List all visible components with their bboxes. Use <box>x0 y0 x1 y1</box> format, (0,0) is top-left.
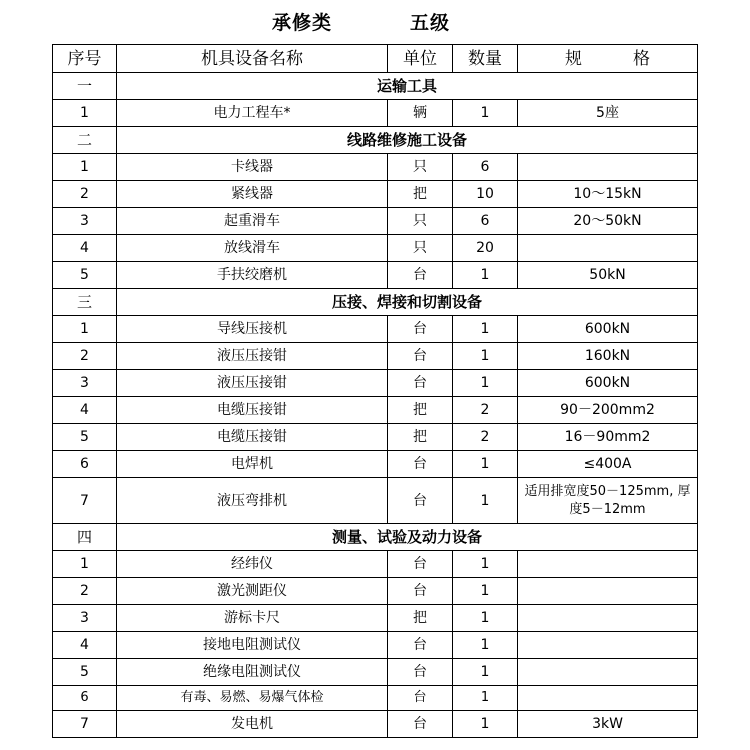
equipment-name: 游标卡尺 <box>117 605 388 632</box>
unit-cell: 把 <box>388 424 453 451</box>
unit-cell: 把 <box>388 397 453 424</box>
table-row <box>53 424 698 451</box>
quantity-cell: 1 <box>453 370 518 397</box>
row-number: 1 <box>53 100 117 127</box>
row-number: 1 <box>53 551 117 578</box>
equipment-name: 手扶绞磨机 <box>117 262 388 289</box>
table-row <box>53 686 698 711</box>
quantity-cell: 1 <box>453 262 518 289</box>
spec-cell <box>518 578 698 605</box>
unit-cell: 台 <box>388 578 453 605</box>
spec-cell <box>518 686 698 711</box>
unit-cell: 台 <box>388 478 453 524</box>
table-row <box>53 343 698 370</box>
equipment-name: 卡线器 <box>117 154 388 181</box>
equipment-name: 发电机 <box>117 711 388 738</box>
equipment-name: 紧线器 <box>117 181 388 208</box>
table-row <box>53 154 698 181</box>
spec-cell: 600kN <box>518 316 698 343</box>
quantity-cell: 1 <box>453 551 518 578</box>
equipment-name: 接地电阻测试仪 <box>117 632 388 659</box>
section-title: 线路维修施工设备 <box>117 127 698 154</box>
quantity-cell: 1 <box>453 100 518 127</box>
row-number: 2 <box>53 343 117 370</box>
table-row <box>53 235 698 262</box>
spec-cell <box>518 235 698 262</box>
table-row <box>53 397 698 424</box>
table-row <box>53 451 698 478</box>
equipment-name: 经纬仪 <box>117 551 388 578</box>
table-row <box>53 208 698 235</box>
spec-cell: 600kN <box>518 370 698 397</box>
quantity-cell: 1 <box>453 659 518 686</box>
equipment-name: 放线滑车 <box>117 235 388 262</box>
spec-cell <box>518 659 698 686</box>
quantity-cell: 1 <box>453 686 518 711</box>
unit-cell: 辆 <box>388 100 453 127</box>
section-title: 测量、试验及动力设备 <box>117 524 698 551</box>
quantity-cell: 1 <box>453 711 518 738</box>
quantity-cell: 1 <box>453 632 518 659</box>
row-number: 3 <box>53 208 117 235</box>
unit-cell: 台 <box>388 262 453 289</box>
equipment-name: 导线压接机 <box>117 316 388 343</box>
unit-cell: 只 <box>388 208 453 235</box>
section-row <box>53 127 698 154</box>
row-number: 5 <box>53 659 117 686</box>
equipment-name: 电缆压接钳 <box>117 397 388 424</box>
spec-cell <box>518 632 698 659</box>
header-name: 机具设备名称 <box>117 45 388 73</box>
quantity-cell: 10 <box>453 181 518 208</box>
row-number: 1 <box>53 154 117 181</box>
title-level: 五级 <box>410 12 451 34</box>
table-row <box>53 578 698 605</box>
equipment-name: 起重滑车 <box>117 208 388 235</box>
spec-cell: 10～15kN <box>518 181 698 208</box>
unit-cell: 台 <box>388 451 453 478</box>
quantity-cell: 2 <box>453 397 518 424</box>
unit-cell: 台 <box>388 659 453 686</box>
equipment-name: 有毒、易燃、易爆气体检 <box>117 686 388 711</box>
unit-cell: 台 <box>388 551 453 578</box>
unit-cell: 台 <box>388 370 453 397</box>
unit-cell: 台 <box>388 632 453 659</box>
spec-cell <box>518 154 698 181</box>
section-title: 运输工具 <box>117 73 698 100</box>
spec-cell: 3kW <box>518 711 698 738</box>
section-row <box>53 289 698 316</box>
table-row <box>53 262 698 289</box>
document-title <box>0 8 750 40</box>
quantity-cell: 1 <box>453 478 518 524</box>
equipment-table <box>52 44 698 738</box>
row-number: 2 <box>53 578 117 605</box>
table-row <box>53 316 698 343</box>
table-row <box>53 659 698 686</box>
row-number: 6 <box>53 686 117 711</box>
row-number: 4 <box>53 397 117 424</box>
row-number: 3 <box>53 605 117 632</box>
row-number: 6 <box>53 451 117 478</box>
table-header-row <box>53 45 698 73</box>
quantity-cell: 1 <box>453 343 518 370</box>
spec-cell: 90－200mm2 <box>518 397 698 424</box>
quantity-cell: 2 <box>453 424 518 451</box>
row-number: 4 <box>53 235 117 262</box>
quantity-cell: 1 <box>453 578 518 605</box>
row-number: 2 <box>53 181 117 208</box>
table-row <box>53 100 698 127</box>
unit-cell: 台 <box>388 316 453 343</box>
section-number: 二 <box>53 127 117 154</box>
table-row <box>53 605 698 632</box>
equipment-name: 液压压接钳 <box>117 370 388 397</box>
unit-cell: 台 <box>388 711 453 738</box>
section-number: 三 <box>53 289 117 316</box>
row-number: 4 <box>53 632 117 659</box>
spec-cell: 适用排宽度50－125mm, 厚度5－12mm <box>518 478 698 524</box>
unit-cell: 把 <box>388 605 453 632</box>
equipment-name: 电焊机 <box>117 451 388 478</box>
spec-cell <box>518 605 698 632</box>
section-number: 四 <box>53 524 117 551</box>
section-title: 压接、焊接和切割设备 <box>117 289 698 316</box>
equipment-name: 液压压接钳 <box>117 343 388 370</box>
quantity-cell: 1 <box>453 605 518 632</box>
table-row <box>53 632 698 659</box>
quantity-cell: 1 <box>453 316 518 343</box>
row-number: 7 <box>53 711 117 738</box>
equipment-name: 绝缘电阻测试仪 <box>117 659 388 686</box>
header-qty: 数量 <box>453 45 518 73</box>
spec-cell <box>518 551 698 578</box>
quantity-cell: 1 <box>453 451 518 478</box>
unit-cell: 只 <box>388 154 453 181</box>
table-row <box>53 711 698 738</box>
quantity-cell: 20 <box>453 235 518 262</box>
spec-cell: 16－90mm2 <box>518 424 698 451</box>
table-row <box>53 181 698 208</box>
row-number: 3 <box>53 370 117 397</box>
spec-cell: 20～50kN <box>518 208 698 235</box>
section-number: 一 <box>53 73 117 100</box>
title-category: 承修类 <box>272 12 333 34</box>
row-number: 5 <box>53 424 117 451</box>
equipment-name: 激光测距仪 <box>117 578 388 605</box>
spec-cell: 160kN <box>518 343 698 370</box>
spec-cell: 5座 <box>518 100 698 127</box>
section-row <box>53 73 698 100</box>
header-unit: 单位 <box>388 45 453 73</box>
row-number: 5 <box>53 262 117 289</box>
equipment-name: 电力工程车* <box>117 100 388 127</box>
quantity-cell: 6 <box>453 154 518 181</box>
spec-cell: 50kN <box>518 262 698 289</box>
header-no: 序号 <box>53 45 117 73</box>
row-number: 1 <box>53 316 117 343</box>
equipment-name: 电缆压接钳 <box>117 424 388 451</box>
quantity-cell: 6 <box>453 208 518 235</box>
equipment-name: 液压弯排机 <box>117 478 388 524</box>
row-number: 7 <box>53 478 117 524</box>
unit-cell: 只 <box>388 235 453 262</box>
header-spec: 规 格 <box>518 45 698 73</box>
table-row <box>53 370 698 397</box>
table-body <box>53 73 698 738</box>
unit-cell: 把 <box>388 181 453 208</box>
unit-cell: 台 <box>388 686 453 711</box>
unit-cell: 台 <box>388 343 453 370</box>
section-row <box>53 524 698 551</box>
table-row <box>53 478 698 524</box>
table-row <box>53 551 698 578</box>
spec-cell: ≤400A <box>518 451 698 478</box>
